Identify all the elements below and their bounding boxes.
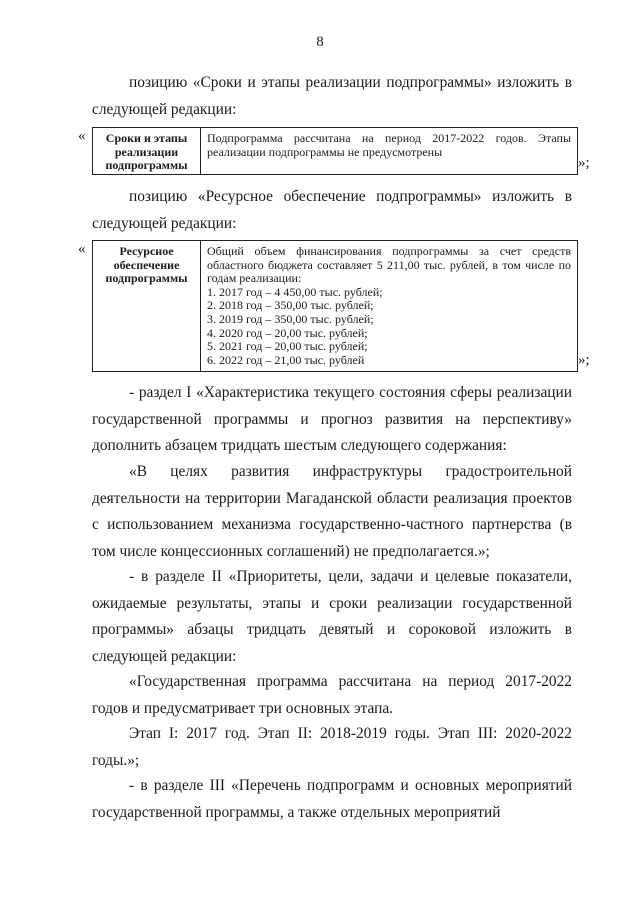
paragraph-section-1-insert: «В целях развития инфраструктуры градостроительной деятельности на территории Магаданской области реализация проектов с использованием механизма государственно-частного партнерства (в том числе концессионных соглашений) не предполагается.»; bbox=[92, 463, 572, 560]
open-quote-2: « bbox=[78, 241, 86, 257]
paragraph-deadlines-intro: позицию «Сроки и этапы реализации подпрограммы» изложить в следующей редакции: bbox=[92, 74, 572, 118]
resources-table bbox=[92, 240, 578, 372]
paragraph-section-2: - в разделе II «Приоритеты, цели, задачи и целевые показатели, ожидаемые результаты, этапы и сроки реализации государственной программы» абзацы тридцать девятый и сороковой изложить в следующей редакции: bbox=[92, 568, 572, 665]
paragraph-section-1: - раздел I «Характеристика текущего состояния сферы реализации государственной программы и прогноз развития на перспективу» дополнить абзацем тридцать шестым следующего содержания: bbox=[92, 384, 572, 454]
paragraph-section-3: - в разделе III «Перечень подпрограмм и основных мероприятий государственной программы, а также отдельных мероприятий bbox=[92, 777, 572, 821]
resources-table-content bbox=[201, 241, 577, 371]
resources-table-label: Ресурсное обеспечение подпрограммы bbox=[93, 241, 201, 371]
close-quote-2: »; bbox=[578, 352, 590, 368]
resources-item: 4. 2020 год – 20,00 тыс. рублей; bbox=[207, 325, 368, 340]
resources-item: 1. 2017 год – 4 450,00 тыс. рублей; bbox=[207, 284, 383, 299]
resources-item: 3. 2019 год – 350,00 тыс. рублей; bbox=[207, 311, 374, 326]
paragraph-resources-intro: позицию «Ресурсное обеспечение подпрограммы» изложить в следующей редакции: bbox=[92, 188, 572, 232]
deadlines-table-label: Сроки и этапы реализации подпрограммы bbox=[93, 128, 201, 174]
open-quote-1: « bbox=[78, 128, 86, 144]
resources-table-intro: Общий объем финансирования подпрограммы за счет средств областного бюджета составляет 5 211,00 тыс. рублей, в том числе по годам реализации: bbox=[207, 244, 571, 286]
close-quote-1: »; bbox=[578, 155, 590, 171]
paragraph-program-period: «Государственная программа рассчитана на период 2017-2022 годов и предусматривает три основных этапа. bbox=[92, 673, 572, 717]
deadlines-table bbox=[92, 127, 578, 175]
resources-item: 5. 2021 год – 20,00 тыс. рублей; bbox=[207, 339, 368, 354]
paragraph-stages: Этап I: 2017 год. Этап II: 2018-2019 годы. Этап III: 2020-2022 годы.»; bbox=[92, 725, 572, 769]
page-number: 8 bbox=[316, 34, 324, 50]
resources-item: 6. 2022 год – 21,00 тыс. рублей bbox=[207, 352, 365, 367]
deadlines-table-text: Подпрограмма рассчитана на период 2017-2022 годов. Этапы реализации подпрограммы не предусмотрены bbox=[207, 131, 571, 159]
resources-item: 2. 2018 год – 350,00 тыс. рублей; bbox=[207, 298, 374, 313]
